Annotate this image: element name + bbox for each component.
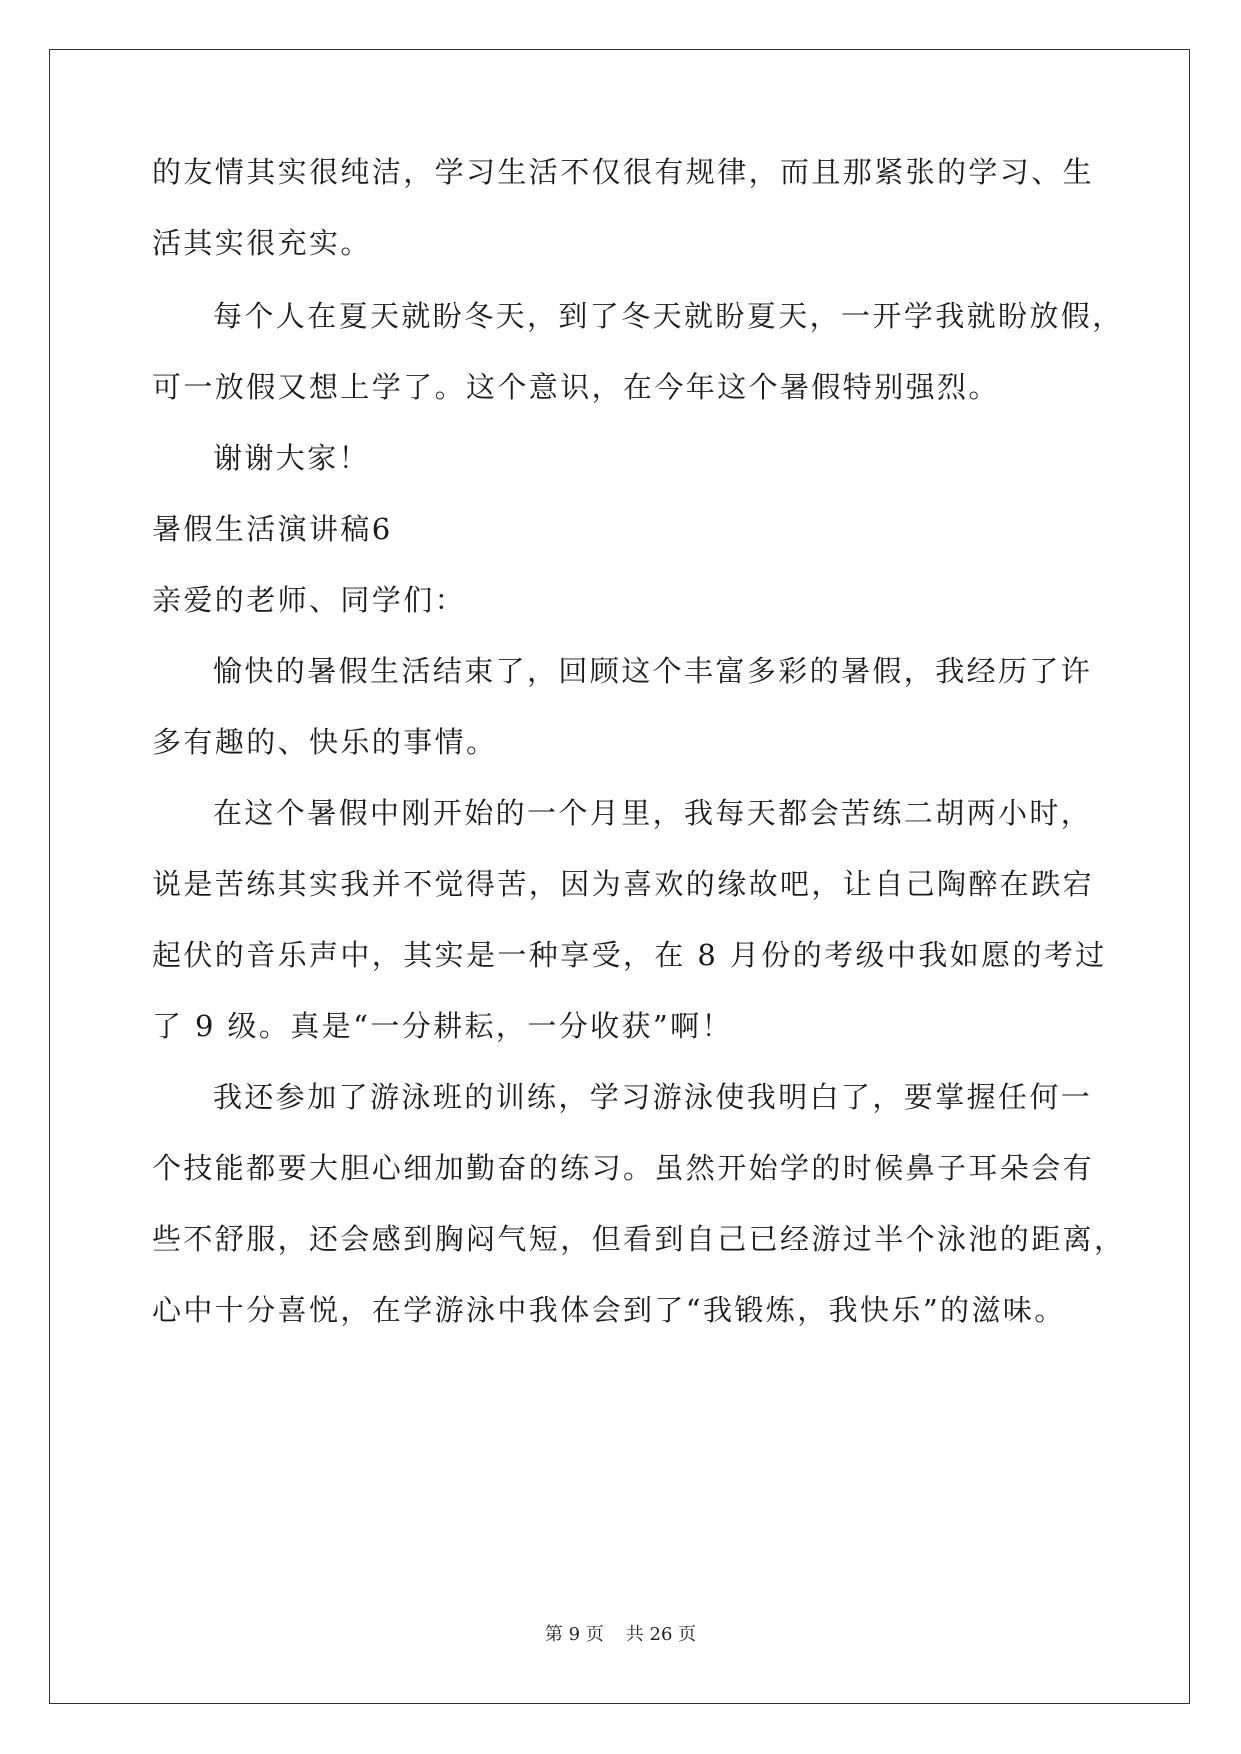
body-line: 些不舒服，还会感到胸闷气短，但看到自己已经游过半个泳池的距离，: [152, 1222, 1126, 1256]
body-line: 在这个暑假中刚开始的一个月里，我每天都会苦练二胡两小时，: [213, 796, 1093, 830]
body-line: 我还参加了游泳班的训练，学习游泳使我明白了，要掌握任何一: [213, 1080, 1093, 1114]
closing-line: 谢谢大家！: [213, 441, 371, 475]
body-line: 多有趣的、快乐的事情。: [152, 725, 498, 759]
body-line: 愉快的暑假生活结束了，回顾这个丰富多彩的暑假，我经历了许: [213, 654, 1093, 688]
body-line: 可一放假又想上学了。这个意识，在今年这个暑假特别强烈。: [152, 370, 1000, 404]
body-line: 的友情其实很纯洁，学习生活不仅很有规律，而且那紧张的学习、生: [152, 155, 1095, 189]
salutation: 亲爱的老师、同学们：: [152, 583, 467, 617]
body-line: 个技能都要大胆心细加勤奋的练习。虽然开始学的时候鼻子耳朵会有: [152, 1151, 1095, 1185]
body-line: 起伏的音乐声中，其实是一种享受，在 8 月份的考级中我如愿的考过: [152, 938, 1107, 972]
page-number: 第 9 页: [544, 1624, 604, 1645]
page-total: 共 26 页: [625, 1624, 697, 1645]
body-line: 活其实很充实。: [152, 226, 372, 260]
page-footer: [0, 1623, 1241, 1647]
body-line: 说是苦练其实我并不觉得苦，因为喜欢的缘故吧，让自己陶醉在跌宕: [152, 867, 1095, 901]
body-line: 每个人在夏天就盼冬天，到了冬天就盼夏天，一开学我就盼放假，: [213, 299, 1124, 333]
body-line: 了 9 级。真是“一分耕耘，一分收获”啊！: [152, 1009, 733, 1043]
section-title: 暑假生活演讲稿6: [152, 512, 393, 546]
body-line: 心中十分喜悦，在学游泳中我体会到了“我锻炼，我快乐”的滋味。: [152, 1293, 1066, 1327]
